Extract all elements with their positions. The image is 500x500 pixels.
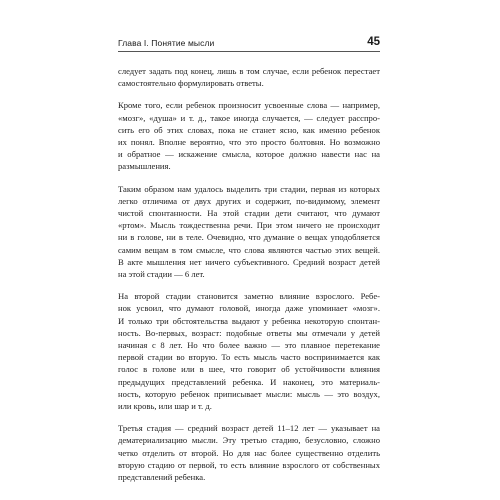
text-line: их понял. Вполне вероятно, что это просто болтовня. Но возможно — [118, 137, 380, 148]
header-rule — [118, 51, 380, 52]
text-line: чистой спонтанности. На этой стадии дети считают, что думают — [118, 208, 380, 219]
text-line: ни в голове, ни в теле. Очевидно, что думание о вещах уподобляется — [118, 232, 380, 243]
text-line: Кроме того, если ребенок произносит усвоенные слова — например, — [118, 100, 380, 111]
paragraph — [118, 99, 380, 172]
paragraph — [118, 183, 380, 281]
text-line: Таким образом нам удалось выделить три стадии, первая из которых — [118, 183, 380, 194]
text-line: дематериализацию мысли. Эту третью стадию, безусловно, сложно — [118, 435, 380, 446]
text-line: предыдущих представлений ребенка. И наконец, это материаль- — [118, 376, 380, 387]
text-line: на этой стадии — 6 лет. — [118, 269, 205, 280]
text-line: ность, которую ребенок приписывает мысли: мысль — это воздух, — [118, 388, 380, 399]
text-line: ность. Во-первых, возраст: подобные ответы мы отмечали у детей — [118, 327, 380, 338]
text-line: голос в голове или в шее, что говорит об устойчивости влияния — [118, 364, 380, 375]
text-line: представлений ребенка. — [118, 472, 206, 483]
text-line: И только три обстоятельства выдают у ребенка некоторую спонтан- — [118, 315, 380, 326]
text-line: самостоятельно формулировать ответы. — [118, 78, 264, 89]
text-line: вторую стадию от первой, то есть влияние взрослого от собственных — [118, 459, 380, 470]
chapter-title: Глава I. Понятие мысли — [118, 38, 215, 48]
text-line: самим вещам в том смысле, что слова являются частью этих вещей. — [118, 244, 380, 255]
paragraph — [118, 422, 380, 483]
text-line: или кровь, или шар и т. д. — [118, 401, 212, 412]
text-line: и обратное — искажение смысла, которое должно навести нас на — [118, 149, 380, 160]
page-number: 45 — [367, 36, 380, 48]
paragraph — [118, 65, 380, 89]
text-line: легко отличима от двух других и содержит, по-видимому, элемент — [118, 195, 380, 206]
text-line: «мозг», «душа» и т. д., такое иногда случается, — следует расспро- — [118, 112, 380, 123]
text-line: «ртом». Мысль тождественна речи. При этом ничего не происходит — [118, 220, 380, 231]
text-line: размышления. — [118, 161, 171, 172]
text-line: сить его об этих словах, пока не станет ясно, как именно ребенок — [118, 124, 380, 135]
text-line: первой стадии во вторую. То есть мысль часто воспринимается как — [118, 352, 380, 363]
text-line: следует задать под конец, лишь в том случае, если ребенок перестает — [118, 66, 380, 76]
text-line: В акте мышления нет ничего субъективного. Средний возраст детей — [118, 256, 380, 267]
text-line: На второй стадии становится заметно влияние взрослого. Ребе- — [118, 291, 380, 302]
text-line: начиная с 8 лет. Но что более важно — это плавное перетекание — [118, 340, 380, 351]
paragraph — [118, 290, 380, 412]
text-line: четко отделить от второй. Но для нас более существенно отделить — [118, 447, 380, 458]
body-text — [118, 65, 380, 493]
text-line: Третья стадия — средний возраст детей 11–12 лет — указывает на — [118, 423, 380, 434]
text-line: нок усвоил, что думают головой, иногда даже упоминает «мозг». — [118, 303, 380, 314]
